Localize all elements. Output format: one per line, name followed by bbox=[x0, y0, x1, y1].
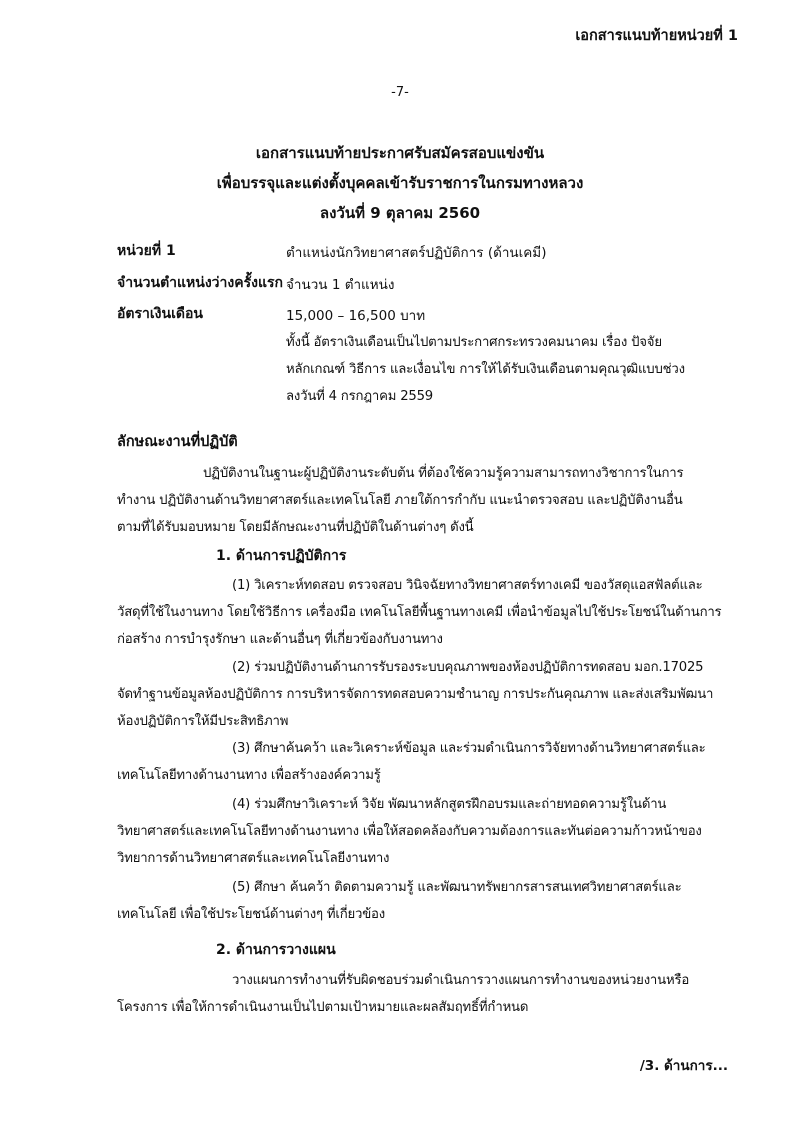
duties-intro-line: ปฏิบัติงานในฐานะผู้ปฏิบัติงานระดับต้น ที่ต้องใช้ความรู้ความสามารถทางวิชาการในการ bbox=[203, 466, 684, 481]
vacancy-label: จำนวนตำแหน่งว่างครั้งแรก bbox=[117, 275, 283, 291]
item-4-line: วิทยาการด้านวิทยาศาสตร์และเทคโนโลยีงานทาง bbox=[117, 851, 390, 866]
page-number: -7- bbox=[391, 85, 409, 100]
duties-intro-line: ทำงาน ปฏิบัติงานด้านวิทยาศาสตร์และเทคโนโลยี ภายใต้การกำกับ แนะนำตรวจสอบ และปฏิบัติงานอื่น bbox=[117, 493, 683, 508]
item-1-line: วัสดุที่ใช้ในงานทาง โดยใช้วิธีการ เครื่องมือ เทคโนโลยีพื้นฐานทางเคมี เพื่อนำข้อมูลไปใช้ประโยชน์ในด้านการ bbox=[117, 605, 722, 620]
section-2-line: โครงการ เพื่อให้การดำเนินงานเป็นไปตามเป้าหมายและผลสัมฤทธิ์ที่กำหนด bbox=[117, 1000, 529, 1015]
item-3-line: (3) ศึกษาค้นคว้า และวิเคราะห์ข้อมูล และร่วมดำเนินการวิจัยทางด้านวิทยาศาสตร์และ bbox=[232, 741, 706, 756]
item-5-line: เทคโนโลยี เพื่อใช้ประโยชน์ด้านต่างๆ ที่เกี่ยวข้อง bbox=[117, 907, 385, 922]
item-1-line: (1) วิเคราะห์ทดสอบ ตรวจสอบ วินิจฉัยทางวิทยาศาสตร์ทางเคมี ของวัสดุแอสฟัลต์และ bbox=[232, 578, 703, 593]
item-5-line: (5) ศึกษา ค้นคว้า ติดตามความรู้ และพัฒนาทรัพยากรสารสนเทศวิทยาศาสตร์และ bbox=[232, 880, 682, 895]
item-4-line: วิทยาศาสตร์และเทคโนโลยีทางด้านงานทาง เพื่อให้สอดคล้องกับความต้องการและทันต่อความก้าวหน้าของ bbox=[117, 824, 702, 839]
item-1-line: ก่อสร้าง การบำรุงรักษา และด้านอื่นๆ ที่เกี่ยวข้องกับงานทาง bbox=[117, 632, 443, 647]
duties-intro-line: ตามที่ได้รับมอบหมาย โดยมีลักษณะงานที่ปฏิบัติในด้านต่างๆ ดังนี้ bbox=[117, 520, 474, 535]
unit-value: ตำแหน่งนักวิทยาศาสตร์ปฏิบัติการ (ด้านเคมี) bbox=[286, 245, 547, 261]
document-title-line-2: เพื่อบรรจุและแต่งตั้งบุคคลเข้ารับราชการในกรมทางหลวง bbox=[216, 174, 584, 192]
salary-note-line: ลงวันที่ 4 กรกฎาคม 2559 bbox=[286, 389, 433, 404]
item-4-line: (4) ร่วมศึกษาวิเคราะห์ วิจัย พัฒนาหลักสูตรฝึกอบรมและถ่ายทอดความรู้ในด้าน bbox=[232, 797, 667, 812]
unit-label: หน่วยที่ 1 bbox=[117, 243, 176, 259]
salary-label: อัตราเงินเดือน bbox=[117, 306, 203, 322]
document-title-line-1: เอกสารแนบท้ายประกาศรับสมัครสอบแข่งขัน bbox=[255, 144, 545, 162]
document-title-date: ลงวันที่ 9 ตุลาคม 2560 bbox=[319, 204, 481, 222]
item-2-line: จัดทำฐานข้อมูลห้องปฏิบัติการ การบริหารจัดการทดสอบความชำนาญ การประกันคุณภาพ และส่งเสริมพัฒนา bbox=[117, 687, 714, 702]
salary-note-line: ทั้งนี้ อัตราเงินเดือนเป็นไปตามประกาศกระทรวงคมนาคม เรื่อง ปัจจัย bbox=[286, 335, 662, 350]
section-2-title: 2. ด้านการวางแผน bbox=[216, 942, 336, 958]
duties-heading: ลักษณะงานที่ปฏิบัติ bbox=[117, 434, 238, 450]
item-3-line: เทคโนโลยีทางด้านงานทาง เพื่อสร้างองค์ความรู้ bbox=[117, 768, 381, 783]
vacancy-value: จำนวน 1 ตำแหน่ง bbox=[286, 277, 395, 293]
attachment-label: เอกสารแนบท้ายหน่วยที่ 1 bbox=[575, 28, 738, 44]
salary-value: 15,000 – 16,500 บาท bbox=[286, 308, 426, 324]
salary-note-line: หลักเกณฑ์ วิธีการ และเงื่อนไข การให้ได้รับเงินเดือนตามคุณวุฒิแบบช่วง bbox=[286, 362, 685, 377]
item-2-line: ห้องปฏิบัติการให้มีประสิทธิภาพ bbox=[117, 714, 289, 729]
section-2-line: วางแผนการทำงานที่รับผิดชอบร่วมดำเนินการวางแผนการทำงานของหน่วยงานหรือ bbox=[232, 973, 690, 988]
section-1-title: 1. ด้านการปฏิบัติการ bbox=[216, 548, 347, 564]
continuation-marker: /3. ด้านการ... bbox=[639, 1058, 728, 1074]
item-2-line: (2) ร่วมปฏิบัติงานด้านการรับรองระบบคุณภาพของห้องปฏิบัติการทดสอบ มอก.17025 bbox=[232, 660, 704, 675]
